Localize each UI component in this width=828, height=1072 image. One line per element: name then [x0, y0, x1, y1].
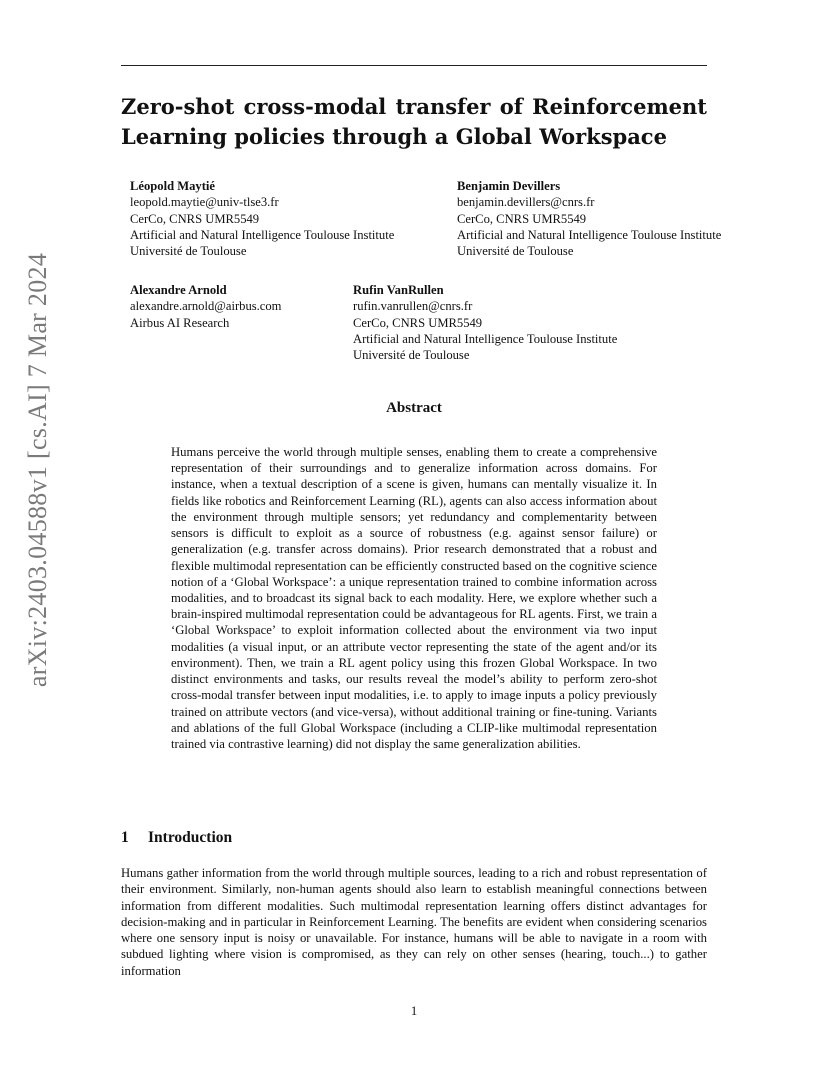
author-affiliation: Artificial and Natural Intelligence Toulouse Institute — [457, 227, 722, 242]
abstract-heading: Abstract — [386, 400, 442, 416]
author-affiliation: Artificial and Natural Intelligence Toulouse Institute — [353, 331, 618, 346]
author-name: Benjamin Devillers — [457, 179, 561, 193]
author-name: Léopold Maytié — [130, 179, 216, 193]
top-rule — [121, 65, 707, 66]
paper-title: Zero-shot cross-modal transfer of Reinforcement Learning policies through a Global Workspace — [121, 94, 707, 149]
abstract-text: Humans perceive the world through multiple senses, enabling them to create a comprehensive representation of their surroundings and to generalize information across domains. For instance, when a textual description of a scene is given, humans can mentally visualize it. In fields like robotics and Reinforcement Learning (RL), agents can also access information about the environment through multiple sensors; yet redundancy and complementarity between sensors is difficult to exploit as a source of robustness (e.g. against sensor failure) or generalization (e.g. transfer across domains). Prior research demonstrated that a robust and flexible multimodal representation can be efficiently constructed based on the cognitive science notion of a ‘Global Workspace’: a unique representation trained to combine information across modalities, and to broadcast its signal back to each modality. Here, we explore whether such a brain-inspired multimodal representation could be advantageous for RL agents. First, we train a ‘Global Workspace’ to exploit information collected about the environment via two input modalities (a visual input, or an attribute vector representing the state of the agent and/or its environment). Then, we train a RL agent policy using this frozen Global Workspace. In two distinct environments and tasks, our results reveal the model’s ability to perform zero-shot cross-modal transfer between input modalities, i.e. to apply to image inputs a policy previously trained on attribute vectors (and vice-versa), without additional training or fine-tuning. Variants and ablations of the full Global Workspace (including a CLIP-like multimodal representation trained via contrastive learning) did not display the same generalization abilities. — [171, 445, 657, 751]
author-block-2 — [457, 178, 721, 259]
author-block-1 — [130, 178, 394, 259]
author-email[interactable]: benjamin.devillers@cnrs.fr — [457, 195, 595, 210]
author-affiliation: CerCo, CNRS UMR5549 — [130, 211, 260, 226]
introduction-text: Humans gather information from the world through multiple sources, leading to a rich and robust representation of their environment. Similarly, non-human agents should also learn to establish meaningful connections between information from different modalities. Such multimodal representation learning offers distinct advantages for decision-making and in particular in Reinforcement Learning. The benefits are evident when considering scenarios where one sensory input is noisy or unavailable. For instance, humans will be able to navigate in a room with subdued lighting where vision is compromised, as they can rely on other senses (hearing, touch...) to gather information — [121, 866, 707, 978]
author-block-4 — [353, 282, 617, 363]
section-heading — [121, 829, 707, 847]
author-name: Alexandre Arnold — [130, 283, 227, 297]
author-affiliation: Université de Toulouse — [457, 244, 574, 259]
author-affiliation: Artificial and Natural Intelligence Toulouse Institute — [130, 227, 395, 242]
author-affiliation: CerCo, CNRS UMR5549 — [457, 211, 587, 226]
author-affiliation: Université de Toulouse — [353, 348, 470, 363]
author-email[interactable]: alexandre.arnold@airbus.com — [130, 299, 282, 314]
author-email[interactable]: rufin.vanrullen@cnrs.fr — [353, 299, 473, 314]
author-affiliation: Airbus AI Research — [130, 315, 230, 330]
author-block-3 — [130, 282, 281, 331]
page-number: 1 — [410, 1004, 418, 1018]
arxiv-stamp-text: arXiv:2403.04588v1 [cs.AI] 7 Mar 2024 — [23, 252, 52, 688]
section-title: Introduction — [148, 829, 233, 846]
author-email[interactable]: leopold.maytie@univ-tlse3.fr — [130, 195, 279, 210]
section-number: 1 — [121, 829, 129, 846]
author-affiliation: Université de Toulouse — [130, 244, 247, 259]
author-affiliation: CerCo, CNRS UMR5549 — [353, 315, 483, 330]
author-name: Rufin VanRullen — [353, 283, 444, 297]
